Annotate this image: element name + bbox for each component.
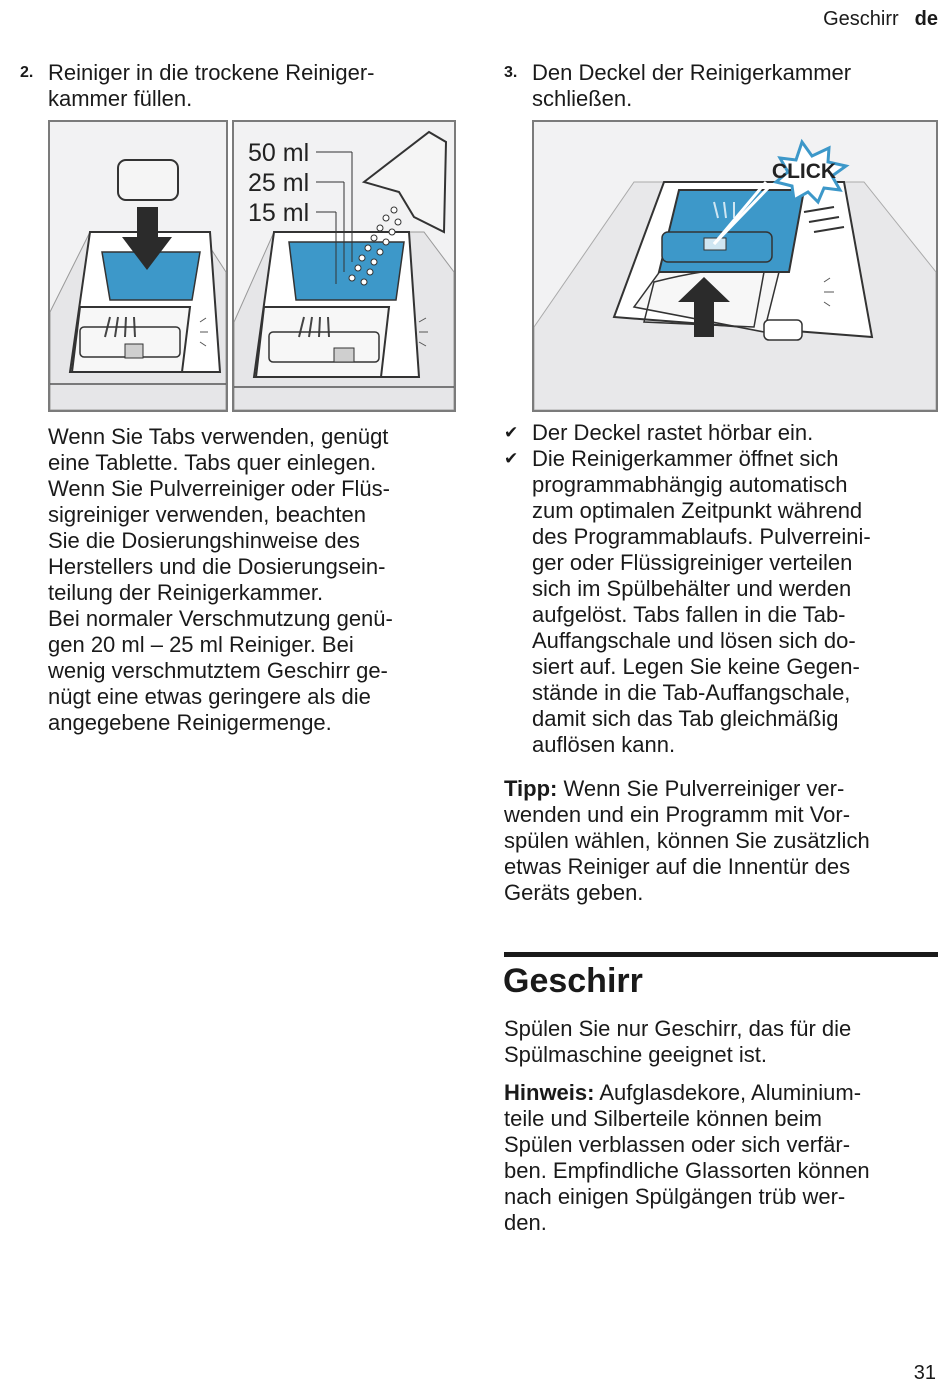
powder-dosing-illustration [234, 122, 454, 410]
section-intro: Spülen Sie nur Geschirr, das für die Spülmaschine geeignet ist. [504, 1016, 852, 1067]
check-icon: ✔ [504, 423, 519, 442]
tablet-icon [118, 160, 178, 200]
step-2-number: 2. [20, 64, 34, 81]
detergent-compartment [289, 242, 404, 300]
header-section: Geschirr [823, 8, 899, 30]
check-icon: ✔ [504, 449, 519, 468]
close-lid-illustration [534, 122, 936, 410]
note-paragraph [504, 1080, 938, 1236]
check-text-1: Der Deckel rastet hörbar ein. [532, 420, 814, 445]
figure-close-lid [532, 120, 938, 412]
section-heading: Geschirr [503, 962, 643, 1000]
dose-label-25: 25 ml [248, 169, 310, 197]
figure-tablet-insert [48, 120, 228, 412]
check-item-2 [504, 446, 934, 758]
section-rule [504, 952, 938, 957]
header-language: de [914, 8, 938, 30]
step-2-text: Reiniger in die trockene Reiniger- kammer füllen. [48, 60, 375, 111]
figure-powder-dosing [232, 120, 456, 412]
step-3-number: 3. [504, 64, 518, 81]
step-3-text: Den Deckel der Reinigerkammer schließen. [532, 60, 852, 111]
click-label: CLICK [771, 160, 837, 183]
tip-text: Wenn Sie Pulverreiniger ver- wenden und ein Programm mit Vor- spülen wählen, können Sie zusätzlich etwas Reiniger auf die Innentür des Geräts geben. [504, 776, 870, 905]
note-label: Hinweis: [504, 1080, 595, 1105]
page-number: 31 [913, 1362, 936, 1384]
running-header [823, 8, 938, 31]
note-text: Aufglasdekore, Aluminium- teile und Silberteile können beim Spülen verblassen oder sich verfär- ben. Empfindliche Glassorten können nach einigen Spülgängen trüb wer- den. [504, 1080, 870, 1235]
dose-label-15: 15 ml [248, 199, 310, 227]
left-body-text: Wenn Sie Tabs verwenden, genügt eine Tablette. Tabs quer einlegen. Wenn Sie Pulverreiniger oder Flüs- sigreiniger verwenden, beachten Sie die Dosierungshinweise des Herstellers und die Dosierungsein- teilung der Reinigerkammer. Bei normaler Verschmutzung genü- gen 20 ml – 25 ml Reiniger. Bei wenig verschmutztem Geschirr ge- nügt eine etwas geringere als die angegebene Reinigermenge. [48, 424, 393, 735]
dose-label-50: 50 ml [248, 139, 310, 167]
tablet-insert-illustration [50, 122, 226, 410]
check-item-1 [504, 420, 934, 446]
check-text-2: Die Reinigerkammer öffnet sich programmabhängig automatisch zum optimalen Zeitpunkt während des Programmablaufs. Pulverreini- ger oder Flüssigreiniger verteilen sich im Spülbehälter und werden aufgelöst. Tabs fallen in die Tab- Auffangschale und lösen sich do- siert auf. Legen Sie keine Gegen- stände in die Tab-Auffangschale, damit sich das Tab gleichmäßig auflösen kann. [532, 446, 871, 757]
tip-label: Tipp: [504, 776, 558, 801]
tip-paragraph [504, 776, 938, 906]
